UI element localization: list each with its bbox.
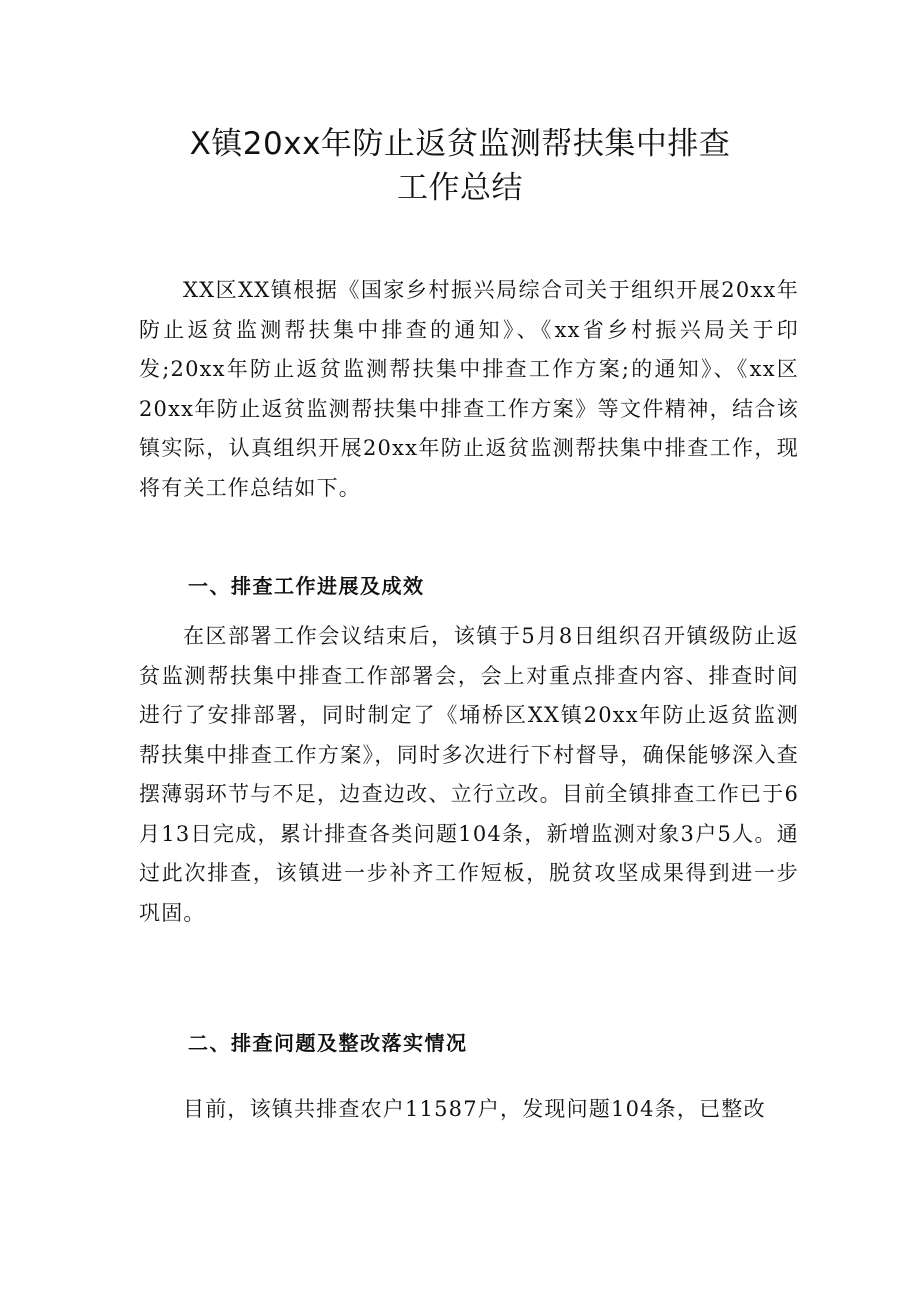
section-heading-rectification: 二、排查问题及整改落实情况 — [188, 1031, 468, 1055]
rectification-paragraph: 目前，该镇共排查农户11587户，发现问题104条，已整改 — [183, 1097, 766, 1121]
section-heading-progress: 一、排查工作进展及成效 — [188, 574, 425, 598]
document-title-line1: X镇20xx年防止返贫监测帮扶集中排查 — [189, 126, 731, 162]
document-title-line2: 工作总结 — [397, 170, 523, 206]
progress-paragraph: 在区部署工作会议结束后，该镇于5月8日组织召开镇级防止返贫监测帮扶集中排查工作部署会，会上对重点排查内容、排查时间进行了安排部署，同时制定了《埇桥区XX镇20xx年防止返贫监测帮扶集中排查工作方案》，同时多次进行下村督导，确保能够深入查摆薄弱环节与不足，边查边改、立行立改。目前全镇排查工作已于6月13日完成，累计排查各类问题104条，新增监测对象3户5人。通过此次排查，该镇进一步补齐工作短板，脱贫攻坚成果得到进一步巩固。 — [139, 624, 799, 925]
intro-paragraph: XX区XX镇根据《国家乡村振兴局综合司关于组织开展20xx年防止返贫监测帮扶集中排查的通知》、《xx省乡村振兴局关于印发;20xx年防止返贫监测帮扶集中排查工作方案;的通知》、《xx区20xx年防止返贫监测帮扶集中排查工作方案》等文件精神，结合该镇实际，认真组织开展20xx年防止返贫监测帮扶集中排查工作，现将有关工作总结如下。 — [139, 278, 799, 500]
